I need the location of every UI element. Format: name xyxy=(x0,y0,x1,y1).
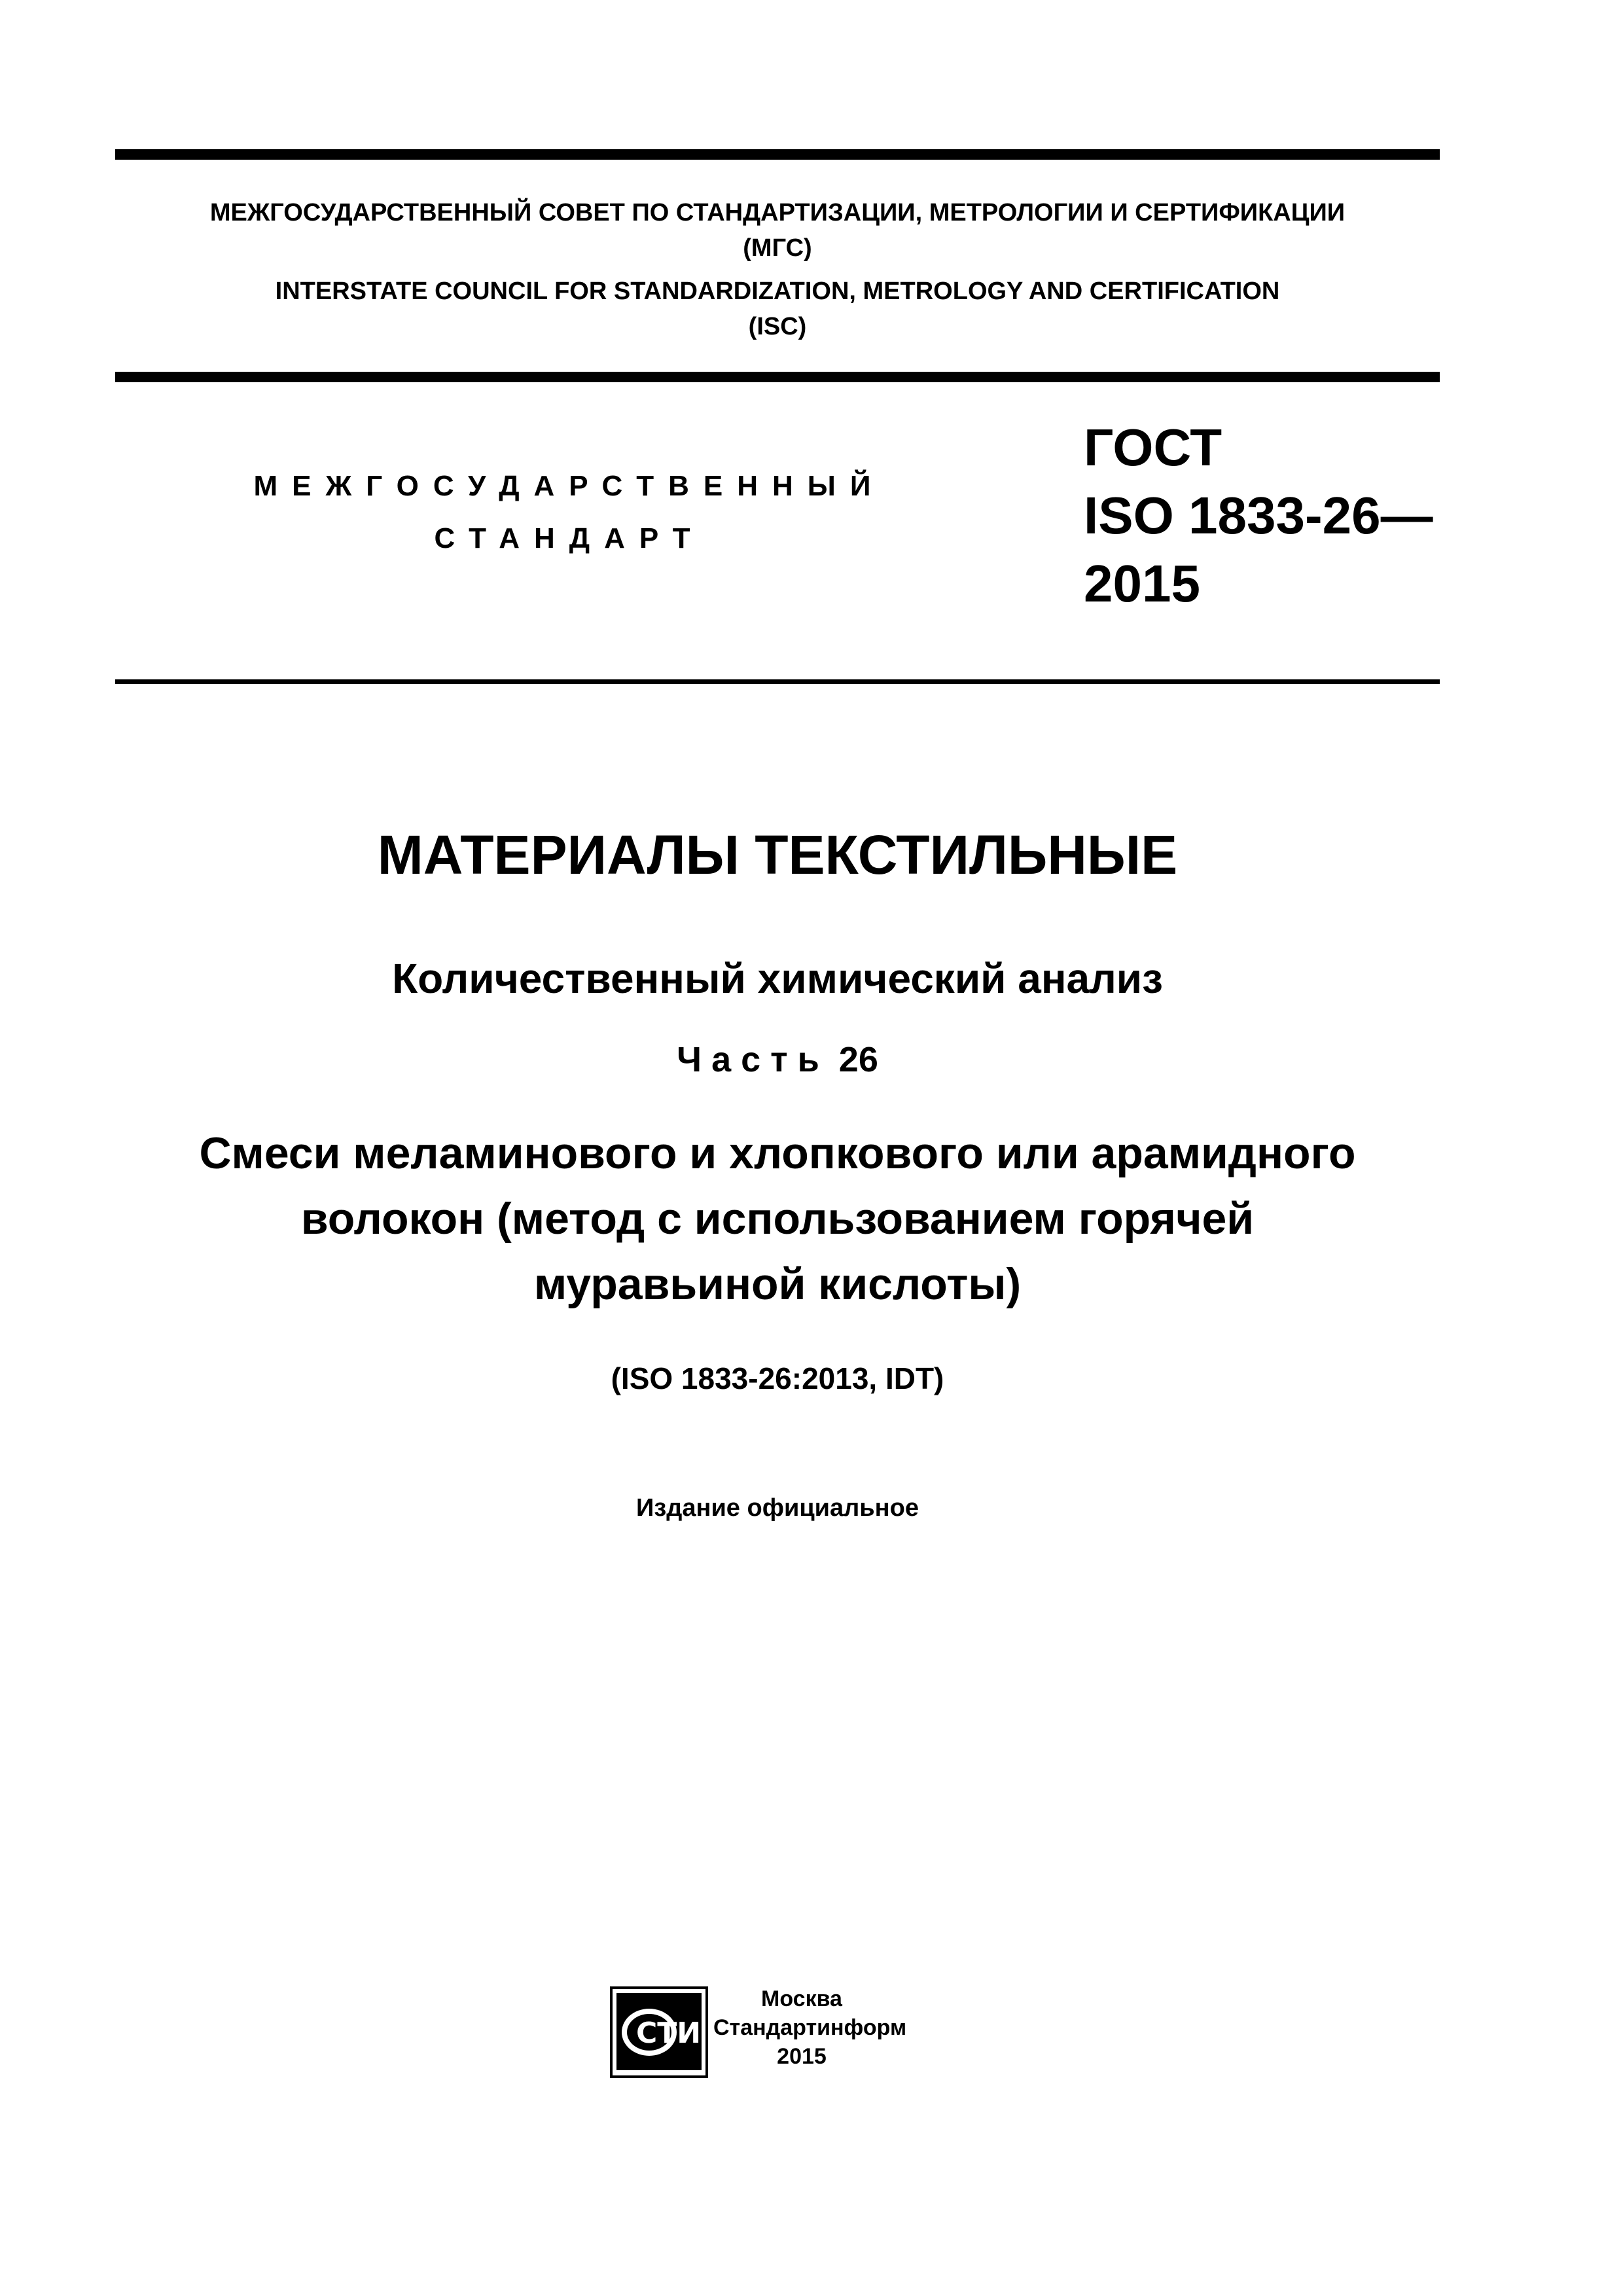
part-title xyxy=(115,1121,1440,1317)
publisher-year: 2015 xyxy=(777,2044,827,2069)
council-name-ru: МЕЖГОСУДАРСТВЕННЫЙ СОВЕТ ПО СТАНДАРТИЗАЦИИ, МЕТРОЛОГИИ И СЕРТИФИКАЦИИ xyxy=(209,199,1346,226)
council-name-en: INTERSTATE COUNCIL FOR STANDARDIZATION, METROLOGY AND CERTIFICATION xyxy=(275,278,1280,305)
designation-bottom-rule xyxy=(115,679,1440,684)
council-abbr-ru: (МГС) xyxy=(743,234,812,262)
part-title-line1: Смеси меламинового и хлопкового или арамидного xyxy=(199,1128,1356,1178)
gost-designation xyxy=(1084,414,1476,618)
gost-year: 2015 xyxy=(1084,554,1200,613)
header-bottom-rule xyxy=(115,372,1440,382)
part-title-line3: муравьиной кислоты) xyxy=(533,1259,1022,1309)
document-subtitle: Количественный химический анализ xyxy=(392,955,1163,1002)
top-rule xyxy=(115,149,1440,160)
standartinform-logo-icon xyxy=(610,1986,708,2078)
publisher-name: Стандартинформ xyxy=(713,2015,907,2040)
part-label: Часть xyxy=(677,1040,829,1079)
edition-note: Издание официальное xyxy=(636,1494,919,1522)
publisher-block xyxy=(713,1984,907,2071)
gost-label: ГОСТ xyxy=(1084,418,1222,476)
iso-reference: (ISO 1833-26:2013, IDT) xyxy=(611,1361,944,1395)
document-title: МАТЕРИАЛЫ ТЕКСТИЛЬНЫЕ xyxy=(377,824,1178,886)
standard-type-line1: МЕЖГОСУДАРСТВЕННЫЙ xyxy=(253,470,885,502)
part-number xyxy=(115,1038,1440,1081)
part-value: 26 xyxy=(838,1040,878,1079)
council-header xyxy=(115,195,1440,344)
svg-text:СТИ: СТИ xyxy=(636,2017,702,2050)
council-abbr-en: (ISC) xyxy=(748,313,807,340)
standard-type-line2: СТАНДАРТ xyxy=(434,522,705,554)
gost-iso-number: ISO 1833-26— xyxy=(1084,486,1433,545)
publisher-city: Москва xyxy=(761,1986,842,2011)
part-title-line2: волокон (метод с использованием горячей xyxy=(300,1194,1255,1244)
